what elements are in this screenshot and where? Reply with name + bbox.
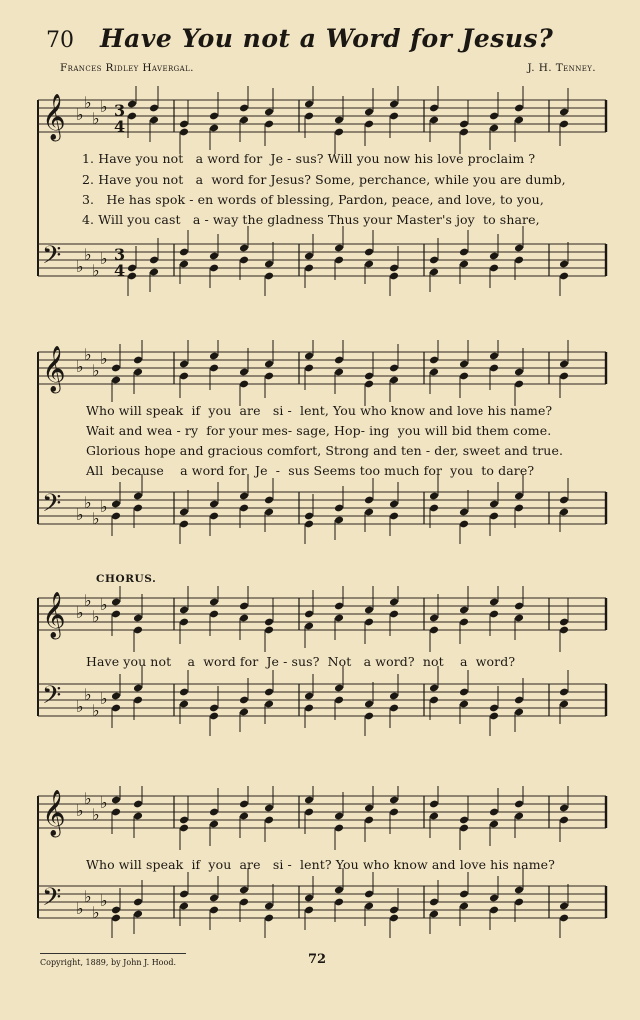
svg-text:♭: ♭ bbox=[76, 105, 84, 124]
chorus-label: CHORUS. bbox=[96, 573, 157, 585]
svg-text:3: 3 bbox=[114, 245, 126, 264]
svg-text:♭: ♭ bbox=[76, 801, 84, 820]
svg-text:♭: ♭ bbox=[92, 261, 100, 280]
svg-text:𝄢: 𝄢 bbox=[42, 489, 62, 524]
lyric-line: Have you not a word for Je - sus? Not a word? not a word? bbox=[86, 654, 516, 669]
svg-text:♭: ♭ bbox=[84, 345, 92, 364]
music-system-3 bbox=[34, 586, 614, 756]
svg-text:♭: ♭ bbox=[76, 357, 84, 376]
lyric-line: 4. Will you cast a - way the gladness Thus your Master's joy to share, bbox=[82, 212, 540, 227]
svg-text:𝄢: 𝄢 bbox=[42, 681, 62, 716]
svg-text:♭: ♭ bbox=[92, 903, 100, 922]
svg-text:♭: ♭ bbox=[84, 887, 92, 906]
svg-text:♭: ♭ bbox=[84, 685, 92, 704]
svg-text:♭: ♭ bbox=[84, 789, 92, 808]
lyric-line: Glorious hope and gracious comfort, Strong and ten - der, sweet and true. bbox=[86, 443, 564, 458]
lyric-line: Wait and wea - ry for your mes- sage, Hop- ing you will bid them come. bbox=[86, 423, 552, 438]
music-system-1 bbox=[34, 86, 614, 296]
svg-text:♭: ♭ bbox=[92, 805, 100, 824]
svg-text:♭: ♭ bbox=[76, 697, 84, 716]
svg-text:♭: ♭ bbox=[76, 603, 84, 622]
lyric-line: Who will speak if you are si - lent, You who know and love his name? bbox=[86, 403, 553, 418]
svg-text:♭: ♭ bbox=[92, 361, 100, 380]
svg-text:𝄢: 𝄢 bbox=[42, 241, 62, 276]
svg-text:♭: ♭ bbox=[100, 497, 108, 516]
copyright-notice: Copyright, 1889, by John J. Hood. bbox=[40, 958, 176, 967]
svg-text:𝄞: 𝄞 bbox=[42, 790, 66, 836]
hymn-title: Have You not a Word for Jesus? bbox=[100, 24, 554, 53]
lyric-line: 3. He has spok - en words of blessing, Pardon, peace, and love, to you, bbox=[82, 192, 544, 207]
lyric-line: 1. Have you not a word for Je - sus? Will you now his love proclaim ? bbox=[82, 151, 536, 166]
svg-text:♭: ♭ bbox=[84, 93, 92, 112]
page-number: 72 bbox=[308, 952, 327, 967]
svg-text:𝄞: 𝄞 bbox=[42, 94, 66, 140]
svg-text:♭: ♭ bbox=[92, 607, 100, 626]
svg-text:♭: ♭ bbox=[92, 509, 100, 528]
lyric-line: 2. Have you not a word for Jesus? Some, perchance, while you are dumb, bbox=[82, 172, 566, 187]
lyric-line: Who will speak if you are si - lent? You who know and love his name? bbox=[86, 857, 555, 872]
svg-text:4: 4 bbox=[114, 261, 126, 280]
lyric-line: All because a word for Je - sus Seems too much for you to dare? bbox=[86, 463, 535, 478]
svg-text:♭: ♭ bbox=[100, 793, 108, 812]
svg-text:♭: ♭ bbox=[100, 891, 108, 910]
svg-text:𝄞: 𝄞 bbox=[42, 346, 66, 392]
svg-text:♭: ♭ bbox=[84, 493, 92, 512]
svg-text:3: 3 bbox=[114, 101, 126, 120]
copyright-rule bbox=[40, 953, 186, 954]
svg-text:♭: ♭ bbox=[100, 595, 108, 614]
svg-text:♭: ♭ bbox=[84, 245, 92, 264]
svg-text:♭: ♭ bbox=[100, 249, 108, 268]
svg-text:♭: ♭ bbox=[100, 689, 108, 708]
svg-text:♭: ♭ bbox=[92, 109, 100, 128]
svg-text:4: 4 bbox=[114, 117, 126, 136]
svg-text:♭: ♭ bbox=[76, 257, 84, 276]
hymn-number: 70 bbox=[46, 28, 74, 53]
svg-text:𝄞: 𝄞 bbox=[42, 592, 66, 638]
svg-text:♭: ♭ bbox=[92, 701, 100, 720]
composer-credit: J. H. Tenney. bbox=[527, 62, 596, 74]
svg-text:♭: ♭ bbox=[76, 899, 84, 918]
svg-text:♭: ♭ bbox=[76, 505, 84, 524]
svg-text:𝄢: 𝄢 bbox=[42, 883, 62, 918]
svg-text:♭: ♭ bbox=[100, 97, 108, 116]
svg-text:♭: ♭ bbox=[100, 349, 108, 368]
author-credit: Frances Ridley Havergal. bbox=[60, 62, 194, 74]
svg-text:♭: ♭ bbox=[84, 591, 92, 610]
